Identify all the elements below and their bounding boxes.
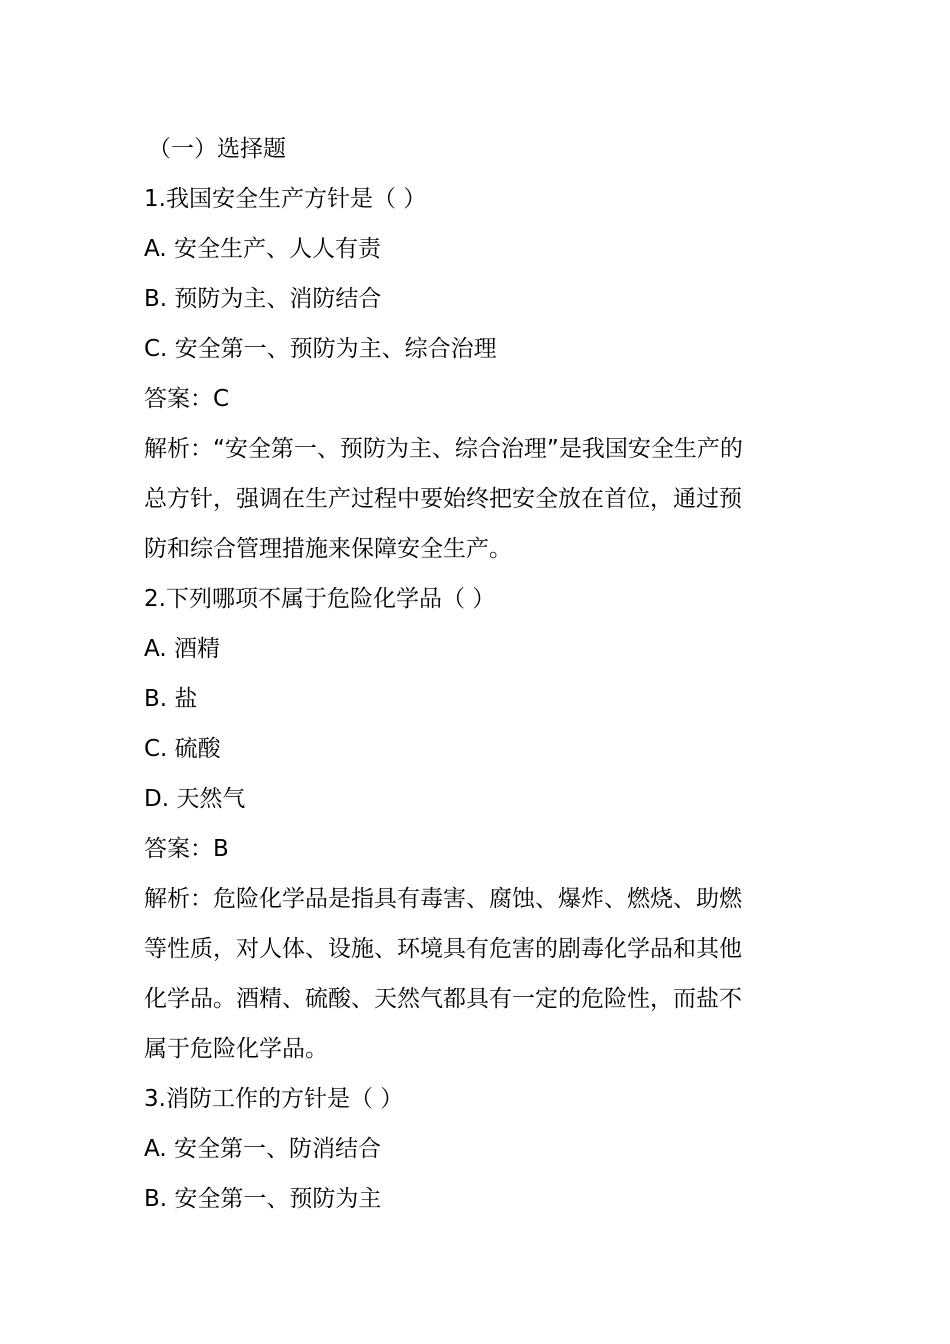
section-title: （一）选择题 <box>148 136 286 162</box>
question-2-option-c: C. 硫酸 <box>144 736 221 762</box>
question-2-stem: 2.下列哪项不属于危险化学品（ ） <box>144 586 496 612</box>
question-1-option-c: C. 安全第一、预防为主、综合治理 <box>144 336 497 362</box>
question-3-stem: 3.消防工作的方针是（ ） <box>144 1086 404 1112</box>
question-1-analysis-line-2: 总方针，强调在生产过程中要始终把安全放在首位，通过预 <box>144 486 742 512</box>
question-1-option-a: A. 安全生产、人人有责 <box>144 236 381 262</box>
question-2-option-a: A. 酒精 <box>144 636 220 662</box>
question-1-option-b: B. 预防为主、消防结合 <box>144 286 382 312</box>
question-2-analysis-line-4: 属于危险化学品。 <box>144 1036 328 1062</box>
question-1-stem: 1.我国安全生产方针是（ ） <box>144 186 427 212</box>
document-page <box>144 124 809 1224</box>
question-2-answer: 答案：B <box>144 836 229 862</box>
question-2-analysis-line-1: 解析：危险化学品是指具有毒害、腐蚀、爆炸、燃烧、助燃 <box>144 886 742 912</box>
question-1-analysis-line-3: 防和综合管理措施来保障安全生产。 <box>144 536 512 562</box>
question-1-answer: 答案：C <box>144 386 230 412</box>
question-3-option-b: B. 安全第一、预防为主 <box>144 1186 382 1212</box>
question-1-analysis-line-1: 解析：“安全第一、预防为主、综合治理”是我国安全生产的 <box>144 436 743 462</box>
question-2-option-b: B. 盐 <box>144 686 198 712</box>
question-2-option-d: D. 天然气 <box>144 786 246 812</box>
question-3-option-a: A. 安全第一、防消结合 <box>144 1136 381 1162</box>
question-2-analysis-line-3: 化学品。酒精、硫酸、天然气都具有一定的危险性，而盐不 <box>144 986 742 1012</box>
question-2-analysis-line-2: 等性质，对人体、设施、环境具有危害的剧毒化学品和其他 <box>144 936 742 962</box>
